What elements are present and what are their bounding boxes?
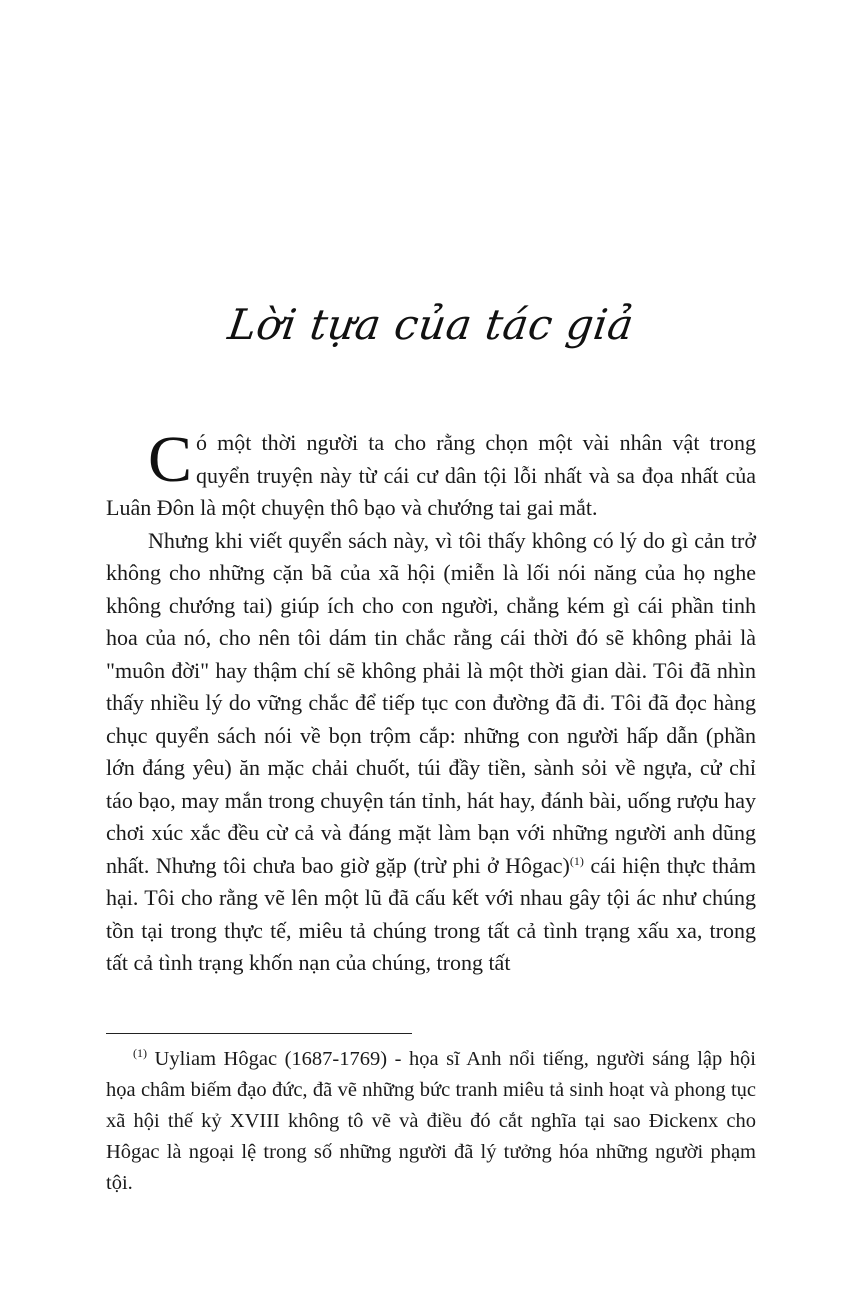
paragraph-2	[106, 525, 756, 980]
body-text	[106, 423, 757, 980]
paragraph-2-text-a: Nhưng khi viết quyển sách này, vì tôi thấy không có lý do gì cản trở không cho những cặn bã của xã hội (miễn là lối nói năng của họ nghe không chướng tai) giúp ích cho con người, chẳng kém gì cái phần tinh hoa của nó, cho nên tôi dám tin chắc rằng cái thời đó sẽ không phải là "muôn đời" hay thậm chí sẽ không phải là một thời gian dài. Tôi đã nhìn thấy nhiều lý do vững chắc để tiếp tục con đường đã đi. Tôi đã đọc hàng chục quyển sách nói về bọn trộm cắp: những con người hấp dẫn (phần lớn đáng yêu) ăn mặc chải chuốt, túi đầy tiền, sành sỏi về ngựa, cử chỉ táo bạo, may mắn trong chuyện tán tỉnh, hát hay, đánh bài, uống rượu hay chơi xúc xắc đều cừ cả và đáng mặt làm bạn với những người anh dũng nhất. Nhưng tôi chưa bao giờ gặp (trừ phi ở Hôgac)	[106, 527, 756, 878]
footnote	[106, 1044, 756, 1199]
footnote-divider	[106, 1033, 412, 1034]
footnote-text: Uyliam Hôgac (1687-1769) - họa sĩ Anh nổi tiếng, người sáng lập hội họa châm biếm đạo đức, đã vẽ những bức tranh miêu tả sinh hoạt và phong tục xã hội thế kỷ XVIII không tô vẽ và điều đó cắt nghĩa tại sao Đickenx cho Hôgac là ngoại lệ trong số những người đã lý tưởng hóa những người phạm tội.	[106, 1048, 756, 1194]
footnote-reference: (1)	[569, 853, 584, 868]
paragraph-1	[106, 423, 756, 525]
drop-cap: C	[148, 423, 193, 496]
paragraph-2-text-b: cái hiện thực thảm hại. Tôi cho rằng vẽ lên một lũ đã cấu kết với nhau gây tội ác như chúng tồn tại trong thực tế, miêu tả chúng trong tất cả tình trạng xấu xa, trong tất cả tình trạng khốn nạn của chúng, trong tất	[106, 852, 757, 975]
chapter-title: Lời tựa của tác giả	[225, 300, 637, 349]
footnote-marker: (1)	[133, 1046, 147, 1060]
paragraph-1-text: ó một thời người ta cho rằng chọn một vài nhân vật trong quyển truyện này từ cái cư dân tội lỗi nhất và sa đọa nhất của Luân Đôn là một chuyện thô bạo và chướng tai gai mắt.	[106, 430, 756, 520]
